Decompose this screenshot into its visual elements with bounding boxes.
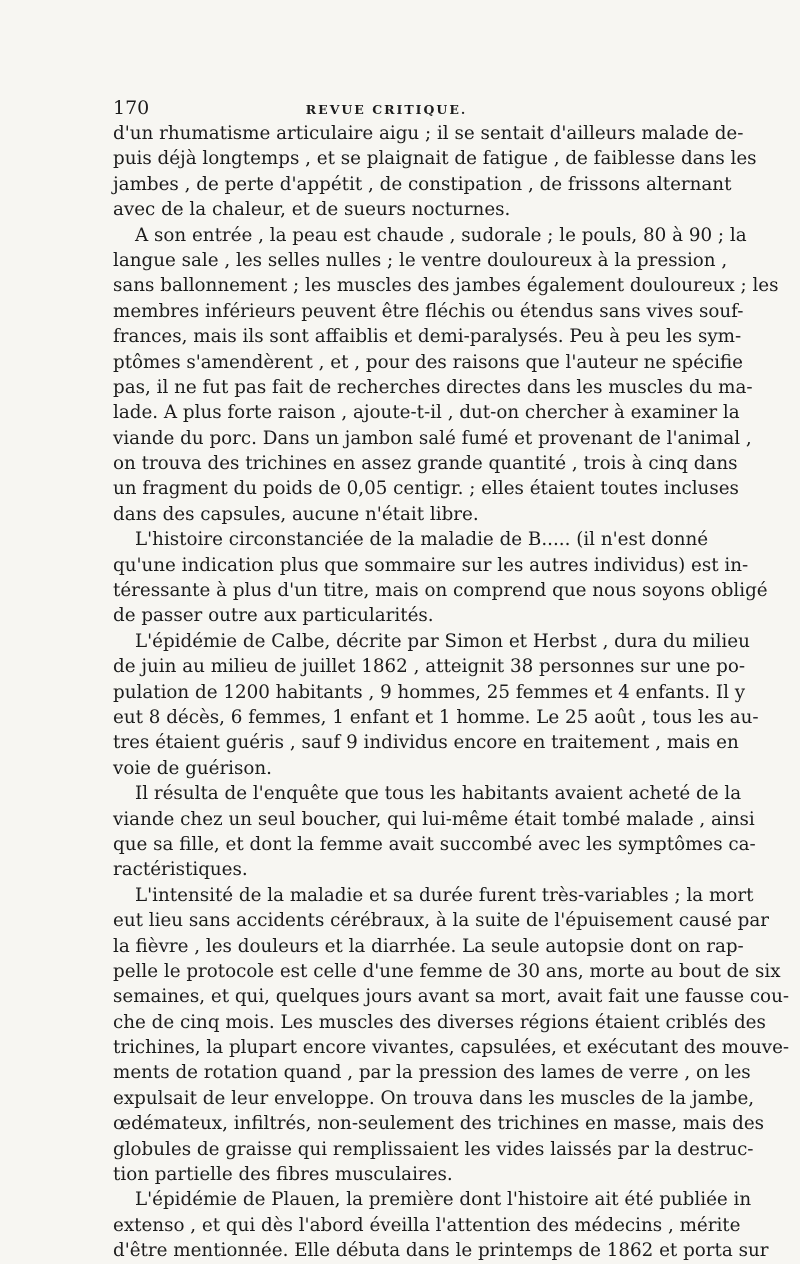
text-line: la fièvre , les douleurs et la diarrhée. La seule autopsie dont on rap-: [113, 935, 744, 957]
text-line: frances, mais ils sont affaiblis et demi-paralysés. Peu à peu les sym-: [113, 326, 742, 348]
text-line: L'épidémie de Calbe, décrite par Simon et Herbst , dura du milieu: [135, 630, 750, 652]
body-text: [113, 121, 790, 1264]
text-line: L'intensité de la maladie et sa durée furent très-variables ; la mort: [135, 884, 754, 906]
text-line: tres étaient guéris , sauf 9 individus encore en traitement , mais en: [113, 732, 739, 754]
text-line: che de cinq mois. Les muscles des diverses régions étaient criblés des: [113, 1011, 766, 1033]
text-line: A son entrée , la peau est chaude , sudorale ; le pouls, 80 à 90 ; la: [135, 224, 747, 246]
text-line: L'épidémie de Plauen, la première dont l'histoire ait été publiée in: [135, 1189, 752, 1211]
page-number: 170: [113, 97, 150, 119]
text-line: globules de graisse qui remplissaient les vides laissés par la destruc-: [113, 1138, 754, 1160]
text-line: jambes , de perte d'appétit , de constipation , de frissons alternant: [113, 173, 732, 195]
book-page: [113, 96, 790, 1264]
text-line: pas, il ne fut pas fait de recherches directes dans les muscles du ma-: [113, 376, 753, 398]
text-line: voie de guérison.: [113, 757, 272, 779]
text-line: eut 8 décès, 6 femmes, 1 enfant et 1 homme. Le 25 août , tous les au-: [113, 706, 759, 728]
text-line: d'un rhumatisme articulaire aigu ; il se sentait d'ailleurs malade de-: [113, 123, 744, 144]
paragraph: [113, 527, 768, 629]
paragraph: [113, 223, 779, 528]
text-line: L'histoire circonstanciée de la maladie de B..... (il n'est donné: [135, 529, 709, 551]
text-line: viande chez un seul boucher, qui lui-même était tombé malade , ainsi: [113, 808, 755, 830]
text-line: langue sale , les selles nulles ; le ventre douloureux à la pression ,: [113, 249, 728, 271]
text-line: lade. A plus forte raison , ajoute-t-il , dut-on chercher à examiner la: [113, 402, 740, 424]
text-line: semaines, et qui, quelques jours avant sa mort, avait fait une fausse cou-: [113, 986, 790, 1008]
page-header: [113, 96, 680, 120]
text-line: membres inférieurs peuvent être fléchis ou étendus sans vives souf-: [113, 300, 744, 322]
text-line: téressante à plus d'un titre, mais on comprend que nous soyons obligé: [113, 580, 768, 602]
text-line: Il résulta de l'enquête que tous les habitants avaient acheté de la: [135, 783, 742, 805]
text-line: d'être mentionnée. Elle débuta dans le printemps de 1862 et porta sur: [113, 1240, 769, 1262]
text-line: qu'une indication plus que sommaire sur les autres individus) est in-: [113, 554, 749, 576]
text-line: dans des capsules, aucune n'était libre.: [113, 503, 479, 525]
text-line: viande du porc. Dans un jambon salé fumé et provenant de l'animal ,: [113, 427, 752, 449]
text-line: on trouva des trichines en assez grande quantité , trois à cinq dans: [113, 453, 738, 475]
paragraph: [113, 1187, 769, 1263]
text-line: puis déjà longtemps , et se plaignait de fatigue , de faiblesse dans les: [113, 148, 757, 170]
text-line: ractéristiques.: [113, 859, 248, 881]
text-line: œdémateux, infiltrés, non-seulement des trichines en masse, mais des: [113, 1113, 765, 1135]
paragraph: [113, 629, 759, 781]
text-line: expulsait de leur enveloppe. On trouva dans les muscles de la jambe,: [113, 1087, 755, 1109]
text-line: ments de rotation quand , par la pression des lames de verre , on les: [113, 1062, 751, 1084]
paragraph: [113, 883, 790, 1188]
text-line: pelle le protocole est celle d'une femme de 30 ans, morte au bout de six: [113, 960, 781, 982]
text-line: avec de la chaleur, et de sueurs nocturnes.: [113, 199, 511, 221]
text-line: extenso , et qui dès l'abord éveilla l'attention des médecins , mérite: [113, 1214, 741, 1236]
text-line: de juin au milieu de juillet 1862 , atteignit 38 personnes sur une po-: [113, 656, 746, 678]
text-line: de passer outre aux particularités.: [113, 605, 434, 627]
text-line: eut lieu sans accidents cérébraux, à la suite de l'épuisement causé par: [113, 910, 769, 932]
running-head: REVUE CRITIQUE.: [305, 102, 468, 117]
text-line: ptômes s'amendèrent , et , pour des raisons que l'auteur ne spécifie: [113, 351, 743, 373]
text-line: trichines, la plupart encore vivantes, capsulées, et exécutant des mouve-: [113, 1037, 790, 1059]
text-line: un fragment du poids de 0,05 centigr. ; elles étaient toutes incluses: [113, 478, 739, 500]
text-line: que sa fille, et dont la femme avait succombé avec les symptômes ca-: [113, 833, 756, 855]
text-line: sans ballonnement ; les muscles des jambes également douloureux ; les: [113, 275, 779, 297]
paragraph: [113, 781, 756, 883]
text-line: pulation de 1200 habitants , 9 hommes, 25 femmes et 4 enfants. Il y: [113, 681, 746, 703]
text-line: tion partielle des fibres musculaires.: [113, 1164, 453, 1186]
paragraph: [113, 121, 757, 223]
